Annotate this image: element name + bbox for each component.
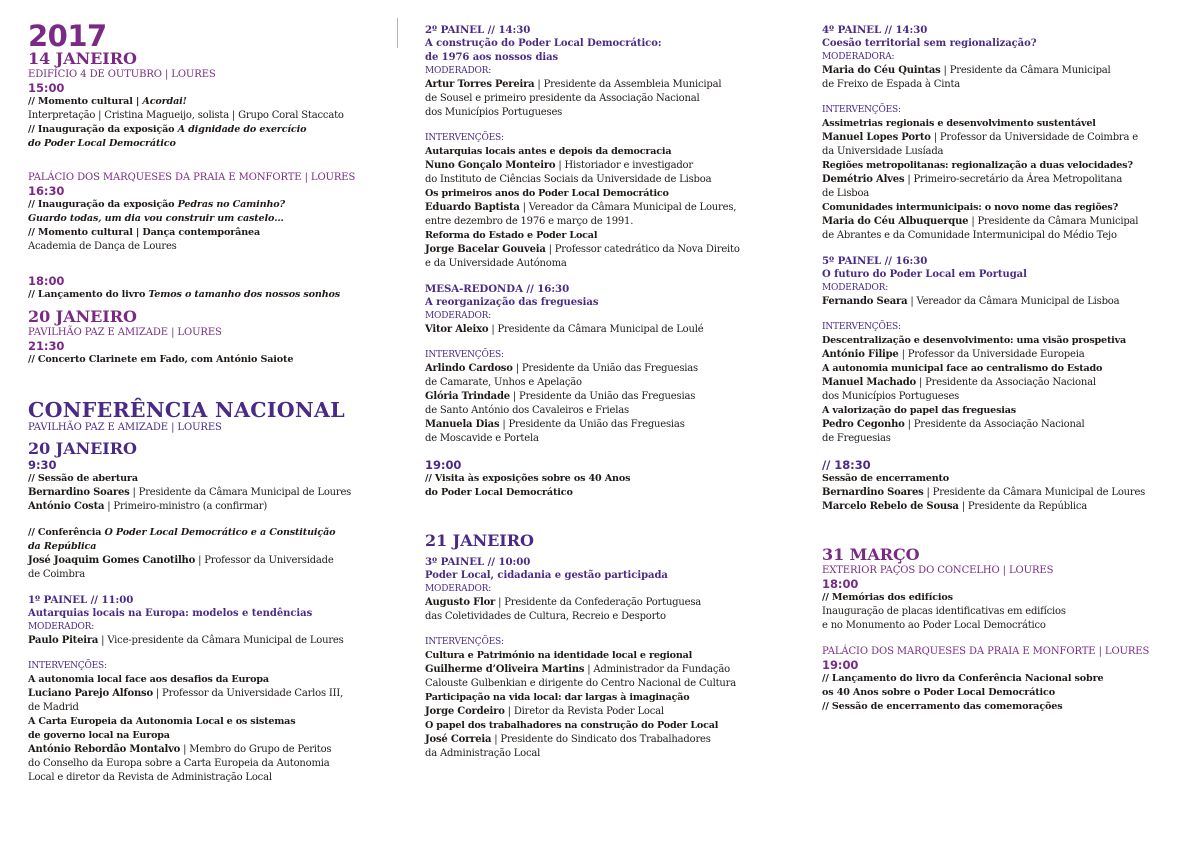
text-line	[425, 362, 795, 376]
emphasis-text: Guardo todas, um dia vou construir um castelo…	[28, 213, 284, 224]
text-line	[425, 173, 795, 187]
section-label: MODERADOR:	[425, 66, 492, 76]
venue-label: PALÁCIO DOS MARQUESES DA PRAIA E MONFORTE | LOURES	[822, 646, 1150, 657]
text-segment: Calouste Gulbenkian e dirigente do Centro Nacional de Cultura	[425, 678, 737, 689]
spacer	[28, 648, 388, 660]
person-name: Bernardino Soares	[28, 487, 130, 498]
text-segment: do Instituto de Ciências Sociais da Universidade de Lisboa	[425, 174, 712, 185]
text-line	[822, 145, 1182, 159]
text-segment: | Presidente da Câmara Municipal de Loures	[923, 487, 1146, 498]
text-segment: // Sessão de encerramento das comemorações	[822, 701, 1063, 712]
time-label: // 18:30	[822, 458, 871, 472]
text-line	[28, 743, 388, 757]
topic-title: Comunidades intermunicipais: o novo nome das regiões?	[822, 202, 1119, 213]
text-line	[425, 596, 795, 610]
emphasis-text: A dignidade do exercício	[177, 124, 307, 135]
text-segment: de Freixo de Espada à Cinta	[822, 79, 961, 90]
person-name: Jorge Bacelar Gouveia	[425, 244, 546, 255]
text-segment: e da Universidade Autónoma	[425, 258, 567, 269]
spacer	[425, 624, 795, 636]
person-name: Maria do Céu Albuquerque	[822, 216, 969, 227]
person-name: Fernando Seara	[822, 296, 908, 307]
text-segment: // Lançamento do livro	[28, 289, 149, 300]
section-label: INTERVENÇÕES:	[28, 661, 107, 671]
text-line	[822, 486, 1182, 500]
activity-line	[822, 700, 1182, 714]
date-heading: 21 JANEIRO	[425, 531, 534, 550]
time-label: 9:30	[28, 458, 57, 472]
text-line	[425, 404, 795, 418]
topic-title: A autonomia municipal face ao centralismo do Estado	[822, 363, 1103, 374]
text-segment: | Vice-presidente da Câmara Municipal de Loures	[98, 635, 344, 646]
text-segment: | Presidente da Câmara Municipal de Loulé	[488, 324, 704, 335]
text-line	[822, 187, 1182, 201]
spacer	[28, 514, 388, 526]
topic-title: Cultura e Património na identidade local e regional	[425, 650, 693, 661]
activity-line	[822, 686, 1182, 700]
text-line	[28, 634, 388, 648]
activity-line	[28, 198, 388, 212]
activity-line	[28, 353, 388, 367]
activity-line	[28, 137, 388, 151]
text-segment: | Presidente da Câmara Municipal	[940, 65, 1111, 76]
date-heading: 14 JANEIRO	[28, 49, 137, 68]
text-line	[425, 106, 795, 120]
panel-title: Coesão territorial sem regionalização?	[822, 38, 1037, 49]
text-line	[425, 92, 795, 106]
text-segment: | Primeiro-ministro (a confirmar)	[104, 501, 268, 512]
text-segment: os 40 Anos sobre o Poder Local Democrático	[822, 687, 1055, 698]
panel-title: Poder Local, cidadania e gestão participada	[425, 570, 668, 581]
date-heading: 20 JANEIRO	[28, 307, 137, 326]
text-line	[425, 677, 795, 691]
text-line	[425, 215, 795, 229]
activity-line	[28, 540, 388, 554]
person-name: Manuel Machado	[822, 377, 916, 388]
text-segment: // Conferência	[28, 527, 105, 538]
text-line	[425, 323, 795, 337]
person-name: Marcelo Rebelo de Sousa	[822, 501, 959, 512]
text-segment: | Professor da Universidade Carlos III,	[152, 688, 344, 699]
spacer	[822, 633, 1182, 645]
person-name: Jorge Cordeiro	[425, 706, 505, 717]
emphasis-text: da República	[28, 541, 97, 552]
text-segment: // Concerto Clarinete em Fado, com António Saiote	[28, 354, 294, 365]
activity-line	[28, 472, 388, 486]
person-name: Augusto Flor	[425, 597, 496, 608]
time-label: 18:00	[822, 577, 859, 591]
panel-title: A construção do Poder Local Democrático:	[425, 38, 662, 49]
text-segment: Interpretação | Cristina Magueijo, solista | Grupo Coral Staccato	[28, 110, 344, 121]
text-segment: | Presidente da República	[958, 501, 1088, 512]
person-name: António Filipe	[822, 349, 899, 360]
spacer	[425, 120, 795, 132]
venue-label: EDIFÍCIO 4 DE OUTUBRO | LOURES	[28, 69, 216, 80]
emphasis-text: Temos o tamanho dos nossos sonhos	[148, 289, 341, 300]
text-segment: do Poder Local Democrático	[425, 487, 573, 498]
text-segment: de Coimbra	[28, 569, 85, 580]
person-name: António Costa	[28, 501, 105, 512]
text-segment: // Momento cultural |	[28, 96, 143, 107]
text-segment: de Santo António dos Cavaleiros e Frielas	[425, 405, 629, 416]
text-segment: | Presidente da Associação Nacional	[904, 419, 1085, 430]
spacer	[28, 582, 388, 594]
program-column-3	[822, 24, 1182, 714]
activity-line	[28, 95, 388, 109]
spacer	[822, 92, 1182, 104]
topic-title: A autonomia local face aos desafios da Europa	[28, 674, 269, 685]
text-segment: e no Monumento ao Poder Local Democrático	[822, 620, 1046, 631]
text-line	[425, 257, 795, 271]
panel-heading: MESA-REDONDA // 16:30	[425, 283, 570, 295]
program-column-1	[28, 19, 388, 785]
spacer	[822, 446, 1182, 458]
panel-heading: 4º PAINEL // 14:30	[822, 24, 928, 36]
text-segment: // Inauguração da exposição	[28, 124, 178, 135]
text-line	[822, 605, 1182, 619]
text-line	[28, 240, 388, 254]
panel-heading: 5º PAINEL // 16:30	[822, 255, 928, 267]
text-line	[822, 376, 1182, 390]
text-segment: | Vereador da Câmara Municipal de Loures,	[519, 202, 737, 213]
emphasis-text: Acordai!	[142, 96, 187, 107]
spacer	[822, 309, 1182, 321]
section-label: INTERVENÇÕES:	[425, 637, 504, 647]
spacer	[425, 271, 795, 283]
activity-line	[822, 591, 1182, 605]
activity-line	[425, 486, 795, 500]
spacer	[425, 500, 795, 532]
program-column-2	[425, 24, 795, 761]
activity-line	[28, 288, 388, 302]
panel-title: de 1976 aos nossos dias	[425, 52, 559, 63]
text-segment: | Presidente da Câmara Municipal	[968, 216, 1139, 227]
panel-title: O futuro do Poder Local em Portugal	[822, 269, 1027, 280]
text-line	[425, 747, 795, 761]
time-label: 21:30	[28, 339, 65, 353]
spacer	[28, 151, 388, 171]
text-segment: de Moscavide e Portela	[425, 433, 539, 444]
text-segment: | Primeiro-secretário da Área Metropolitana	[904, 174, 1123, 185]
text-line	[822, 229, 1182, 243]
text-segment: de Lisboa	[822, 188, 870, 199]
topic-title: Regiões metropolitanas: regionalização a duas velocidades?	[822, 160, 1133, 171]
text-segment: | Presidente da União das Freguesias	[499, 419, 685, 430]
text-segment: dos Municípios Portugueses	[425, 107, 563, 118]
date-heading: 20 JANEIRO	[28, 439, 137, 458]
text-line	[822, 173, 1182, 187]
text-segment: | Professor catedrático da Nova Direito	[545, 244, 740, 255]
person-name: Eduardo Baptista	[425, 202, 520, 213]
text-segment: // Lançamento do livro da Conferência Nacional sobre	[822, 673, 1104, 684]
section-label: MODERADORA:	[822, 52, 895, 62]
person-name: Artur Torres Pereira	[425, 79, 535, 90]
topic-title: A valorização do papel das freguesias	[822, 405, 1016, 416]
activity-line	[28, 526, 388, 540]
text-segment: | Presidente da Assembleia Municipal	[534, 79, 722, 90]
topic-title: Assimetrias regionais e desenvolvimento sustentável	[822, 118, 1096, 129]
text-line	[28, 771, 388, 785]
topic-title: Reforma do Estado e Poder Local	[425, 230, 598, 241]
venue-label: EXTERIOR PAÇOS DO CONCELHO | LOURES	[822, 565, 1054, 576]
activity-line	[28, 212, 388, 226]
topic-title: Autarquias locais antes e depois da democracia	[425, 146, 672, 157]
section-label: INTERVENÇÕES:	[822, 322, 901, 332]
venue-label: PAVILHÃO PAZ E AMIZADE | LOURES	[28, 327, 222, 338]
person-name: José Joaquim Gomes Canotilho	[28, 555, 196, 566]
text-line	[822, 131, 1182, 145]
text-segment: | Professor da Universidade	[195, 555, 334, 566]
time-label: 15:00	[28, 81, 65, 95]
panel-heading: 3º PAINEL // 10:00	[425, 556, 531, 568]
text-segment: | Presidente da União das Freguesias	[512, 363, 698, 374]
text-segment: de Freguesias	[822, 433, 891, 444]
text-segment: | Presidente da União das Freguesias	[509, 391, 696, 402]
conference-title: CONFERÊNCIA NACIONAL	[28, 398, 345, 422]
text-line	[822, 418, 1182, 432]
text-line	[28, 757, 388, 771]
text-line	[822, 432, 1182, 446]
spacer	[822, 243, 1182, 255]
text-segment: // Momento cultural | Dança contemporânea	[28, 227, 261, 238]
text-line	[822, 619, 1182, 633]
text-line	[425, 201, 795, 215]
spacer	[822, 514, 1182, 546]
text-line	[822, 500, 1182, 514]
person-name: Glória Trindade	[425, 391, 510, 402]
spacer	[28, 254, 388, 274]
text-line	[28, 486, 388, 500]
time-label: 18:00	[28, 274, 65, 288]
section-label: INTERVENÇÕES:	[425, 350, 504, 360]
person-name: Guilherme d’Oliveira Martins	[425, 664, 585, 675]
person-name: Arlindo Cardoso	[425, 363, 513, 374]
person-name: Nuno Gonçalo Monteiro	[425, 160, 556, 171]
topic-title: Sessão de encerramento	[822, 473, 949, 484]
person-name: Manuel Lopes Porto	[822, 132, 931, 143]
text-segment: | Vereador da Câmara Municipal de Lisboa	[907, 296, 1120, 307]
text-segment: de Abrantes e da Comunidade Intermunicipal do Médio Tejo	[822, 230, 1117, 241]
venue-label: PALÁCIO DOS MARQUESES DA PRAIA E MONFORTE | LOURES	[28, 172, 356, 183]
text-line	[425, 705, 795, 719]
text-line	[425, 432, 795, 446]
topic-title: Os primeiros anos do Poder Local Democrático	[425, 188, 669, 199]
text-segment: | Presidente da Câmara Municipal de Loures	[129, 487, 352, 498]
emphasis-text: Pedras no Caminho?	[177, 199, 286, 210]
text-line	[28, 701, 388, 715]
spacer	[425, 337, 795, 349]
text-line	[28, 554, 388, 568]
text-segment: | Historiador e investigador	[555, 160, 693, 171]
text-line	[822, 390, 1182, 404]
text-segment: entre dezembro de 1976 e março de 1991.	[425, 216, 634, 227]
text-segment: // Sessão de abertura	[28, 473, 138, 484]
activity-line	[28, 123, 388, 137]
section-label: MODERADOR:	[28, 622, 95, 632]
topic-title: Descentralização e desenvolvimento: uma visão prospetiva	[822, 335, 1127, 346]
panel-heading: 2º PAINEL // 14:30	[425, 24, 531, 36]
person-name: Maria do Céu Quintas	[822, 65, 941, 76]
text-line	[425, 243, 795, 257]
topic-title: A Carta Europeia da Autonomia Local e os sistemas	[28, 716, 296, 727]
text-line	[822, 78, 1182, 92]
text-line	[822, 295, 1182, 309]
text-segment: do Conselho da Europa sobre a Carta Europeia da Autonomia	[28, 758, 330, 769]
time-label: 19:00	[822, 658, 859, 672]
text-line	[425, 376, 795, 390]
text-line	[822, 215, 1182, 229]
text-segment: | Presidente da Confederação Portuguesa	[495, 597, 702, 608]
text-line	[28, 687, 388, 701]
time-label: 19:00	[425, 458, 462, 472]
person-name: Demétrio Alves	[822, 174, 905, 185]
topic-title: O papel dos trabalhadores na construção do Poder Local	[425, 720, 719, 731]
topic-title: Participação na vida local: dar largas à imaginação	[425, 692, 690, 703]
text-segment: // Memórias dos edifícios	[822, 592, 953, 603]
text-segment: de Camarate, Unhos e Apelação	[425, 377, 582, 388]
person-name: Bernardino Soares	[822, 487, 924, 498]
panel-heading: 1º PAINEL // 11:00	[28, 594, 134, 606]
section-label: MODERADOR:	[425, 584, 492, 594]
person-name: Paulo Piteira	[28, 635, 99, 646]
panel-title: Autarquias locais na Europa: modelos e tendências	[28, 608, 313, 619]
emphasis-text: do Poder Local Democrático	[28, 138, 176, 149]
text-line	[425, 663, 795, 677]
panel-title: A reorganização das freguesias	[425, 297, 599, 308]
person-name: Manuela Dias	[425, 419, 500, 430]
person-name: Vitor Aleixo	[425, 324, 489, 335]
person-name: José Correia	[425, 734, 492, 745]
text-segment: | Presidente da Associação Nacional	[915, 377, 1096, 388]
year-heading: 2017	[28, 19, 107, 53]
fold-mark	[397, 18, 398, 48]
text-segment: Local e diretor da Revista de Administração Local	[28, 772, 272, 783]
text-segment: // Visita às exposições sobre os 40 Anos	[425, 473, 631, 484]
text-line	[425, 418, 795, 432]
text-segment: das Coletividades de Cultura, Recreio e Desporto	[425, 611, 666, 622]
text-line	[425, 78, 795, 92]
text-segment: Inauguração de placas identificativas em edifícios	[822, 606, 1066, 617]
text-segment: dos Municípios Portugueses	[822, 391, 960, 402]
text-segment: | Diretor da Revista Poder Local	[504, 706, 664, 717]
text-line	[28, 109, 388, 123]
section-label: MODERADOR:	[425, 311, 492, 321]
emphasis-text: O Poder Local Democrático e a Constituição	[104, 527, 336, 538]
text-segment: de Madrid	[28, 702, 79, 713]
text-line	[28, 500, 388, 514]
text-segment: da Universidade Lusíada	[822, 146, 944, 157]
text-segment: // Inauguração da exposição	[28, 199, 178, 210]
activity-line	[822, 672, 1182, 686]
text-segment: | Membro do Grupo de Peritos	[180, 744, 332, 755]
person-name: Luciano Parejo Alfonso	[28, 688, 153, 699]
text-segment: | Professor da Universidade Europeia	[898, 349, 1085, 360]
text-segment: | Professor da Universidade de Coimbra e	[930, 132, 1138, 143]
activity-line	[28, 226, 388, 240]
section-label: INTERVENÇÕES:	[425, 133, 504, 143]
text-line	[28, 568, 388, 582]
text-segment: | Presidente do Sindicato dos Trabalhadores	[491, 734, 711, 745]
text-line	[822, 348, 1182, 362]
topic-title: de governo local na Europa	[28, 730, 170, 741]
section-label: MODERADOR:	[822, 283, 889, 293]
spacer	[425, 446, 795, 458]
text-line	[822, 64, 1182, 78]
date-heading: 31 MARÇO	[822, 545, 920, 564]
text-segment: | Administrador da Fundação	[584, 664, 730, 675]
time-label: 16:30	[28, 184, 65, 198]
venue-label: PAVILHÃO PAZ E AMIZADE | LOURES	[28, 422, 222, 433]
spacer	[28, 367, 388, 399]
text-line	[425, 390, 795, 404]
text-line	[425, 159, 795, 173]
section-label: INTERVENÇÕES:	[822, 105, 901, 115]
person-name: António Rebordão Montalvo	[28, 744, 181, 755]
text-line	[425, 610, 795, 624]
text-line	[425, 733, 795, 747]
activity-line	[425, 472, 795, 486]
text-segment: da Administração Local	[425, 748, 541, 759]
person-name: Pedro Cegonho	[822, 419, 905, 430]
text-segment: Academia de Dança de Loures	[28, 241, 177, 252]
text-segment: de Sousel e primeiro presidente da Associação Nacional	[425, 93, 700, 104]
